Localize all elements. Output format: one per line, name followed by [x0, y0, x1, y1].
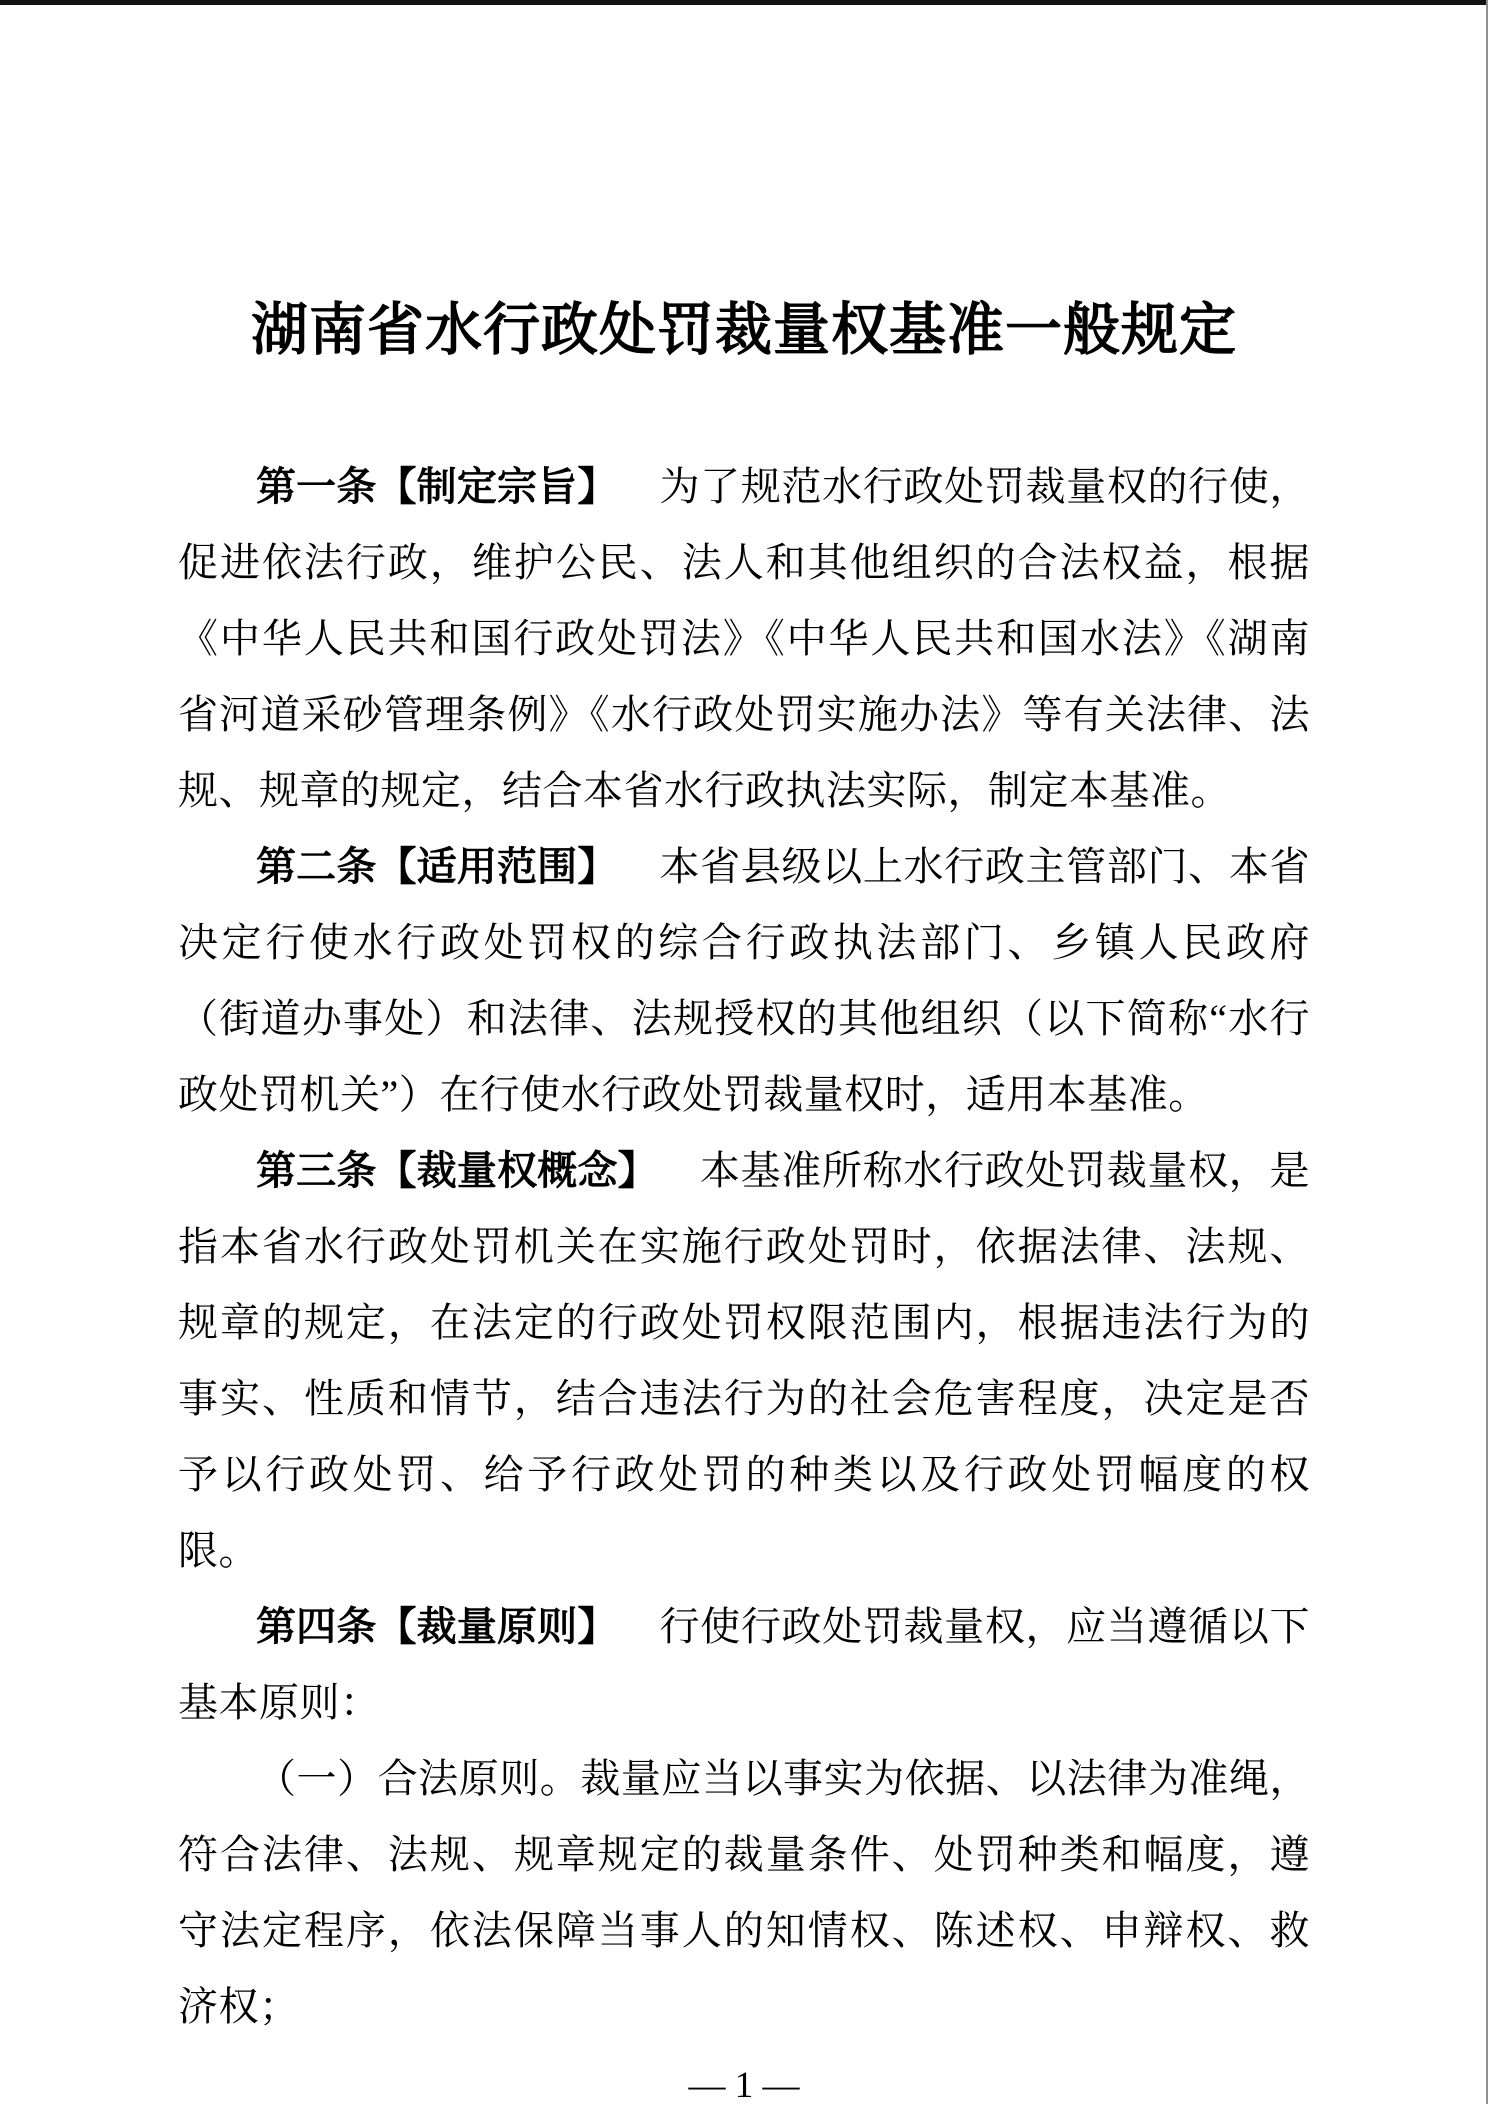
- article-4-text: 行使行政处罚裁量权，应当遵循以下基本原则：: [178, 1604, 1310, 1725]
- article-3-heading: 第三条【裁量权概念】: [256, 1148, 658, 1194]
- article-2-text: 本省县级以上水行政主管部门、本省决定行使水行政处罚权的综合行政执法部门、乡镇人民政府（街道办事处）和法律、法规授权的其他组织（以下简称“水行政处罚机关”）在行使水行政处罚裁量权时，适用本基准。: [178, 844, 1310, 1117]
- article-3-text: 本基准所称水行政处罚裁量权，是指本省水行政处罚机关在实施行政处罚时，依据法律、法规、规章的规定，在法定的行政处罚权限范围内，根据违法行为的事实、性质和情节，结合违法行为的社会危害程度，决定是否予以行政处罚、给予行政处罚的种类以及行政处罚幅度的权限。: [178, 1148, 1310, 1573]
- article-1-text: 为了规范水行政处罚裁量权的行使，促进依法行政，维护公民、法人和其他组织的合法权益，根据《中华人民共和国行政处罚法》《中华人民共和国水法》《湖南省河道采砂管理条例》《水行政处罚实施办法》等有关法律、法规、规章的规定，结合本省水行政执法实际，制定本基准。: [178, 464, 1310, 813]
- paragraph-article-1: [178, 449, 1310, 829]
- paragraph-article-4: [178, 1589, 1310, 1741]
- article-1-heading: 第一条【制定宗旨】: [256, 464, 618, 510]
- paragraph-principle-1: [178, 1741, 1310, 2045]
- document-title: 湖南省水行政处罚裁量权基准一般规定: [251, 297, 1237, 363]
- paragraph-article-2: [178, 829, 1310, 1133]
- article-2-heading: 第二条【适用范围】: [256, 844, 618, 890]
- principle-1-text: （一）合法原则。裁量应当以事实为依据、以法律为准绳，符合法律、法规、规章规定的裁量条件、处罚种类和幅度，遵守法定程序，依法保障当事人的知情权、陈述权、申辩权、救济权；: [178, 1756, 1310, 2029]
- document-body: [178, 449, 1310, 2045]
- top-edge-bar: [0, 0, 1488, 5]
- paragraph-article-3: [178, 1133, 1310, 1589]
- page-number: — 1 —: [688, 2065, 800, 2104]
- article-4-heading: 第四条【裁量原则】: [256, 1604, 618, 1650]
